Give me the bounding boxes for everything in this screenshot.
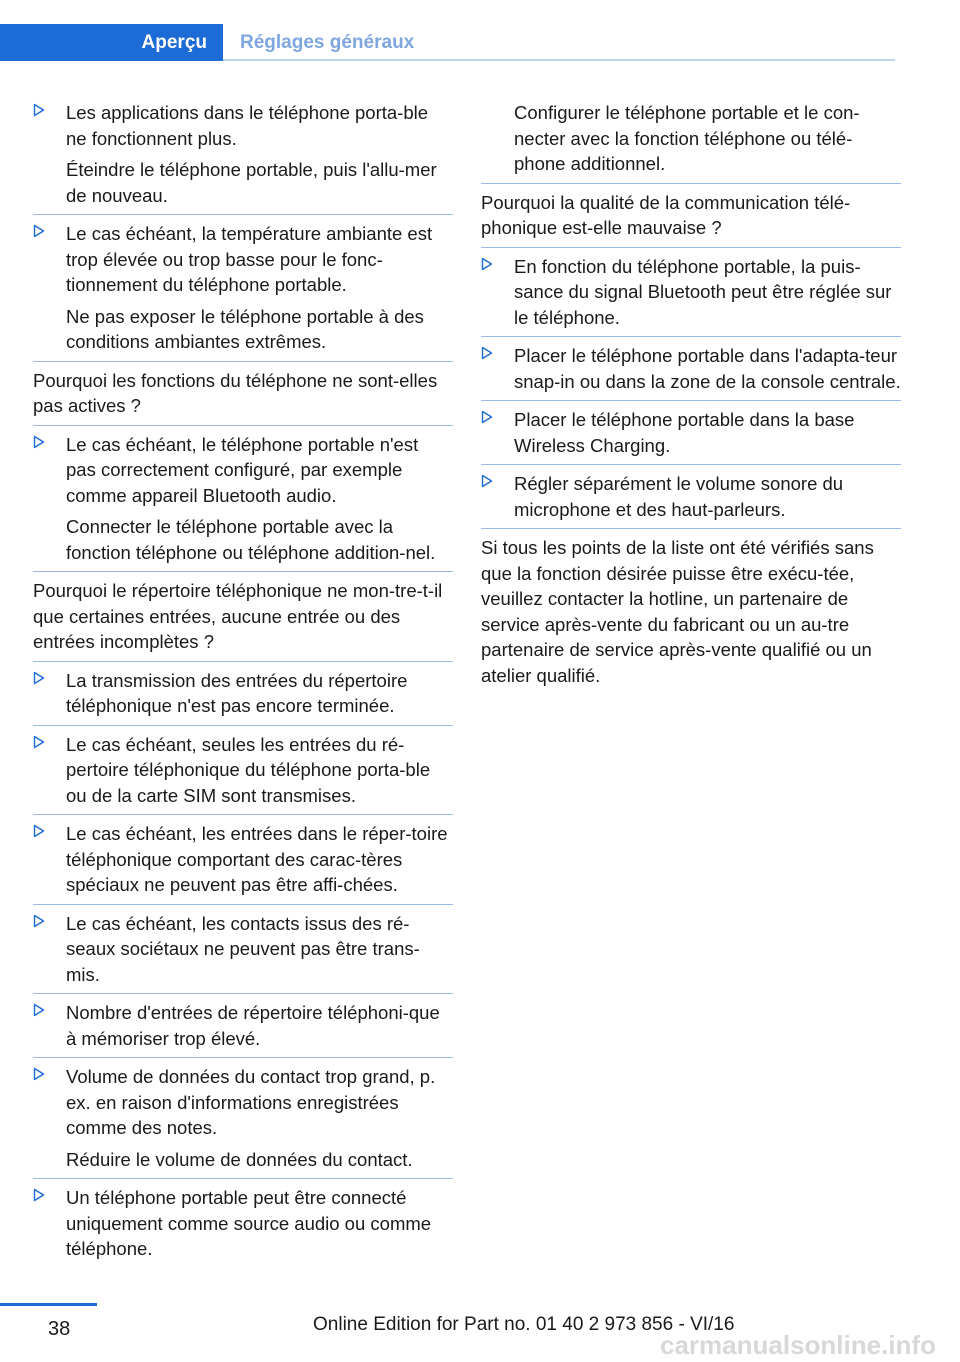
list-item-remedy: Connecter le téléphone portable avec la fonction téléphone ou téléphone addition-nel. bbox=[66, 516, 436, 563]
list-item-remedy: Éteindre le téléphone portable, puis l'allu-mer de nouveau. bbox=[66, 159, 437, 206]
triangle-bullet-icon bbox=[33, 1067, 47, 1085]
footer-rule bbox=[0, 1303, 97, 1306]
list-item-text: Placer le téléphone portable dans la base Wireless Charging. bbox=[514, 409, 855, 456]
item-separator bbox=[33, 1057, 453, 1058]
list-item-text: La transmission des entrées du répertoire téléphonique n'est pas encore terminée. bbox=[66, 669, 408, 716]
triangle-bullet-icon bbox=[33, 1003, 47, 1021]
list-item bbox=[481, 471, 901, 522]
item-separator bbox=[481, 464, 901, 465]
watermark: carmanualsonline.info bbox=[660, 1330, 936, 1360]
question-paragraph: Pourquoi la qualité de la communication télé-phonique est-elle mauvaise ? bbox=[481, 191, 851, 238]
item-separator bbox=[33, 814, 453, 815]
page-number: 38 bbox=[48, 1318, 71, 1340]
question-paragraph: Pourquoi les fonctions du téléphone ne sont-elles pas actives ? bbox=[33, 369, 438, 416]
list-item bbox=[33, 668, 453, 719]
list-item-remedy: Ne pas exposer le téléphone portable à des conditions ambiantes extrêmes. bbox=[66, 305, 424, 352]
item-separator bbox=[33, 993, 453, 994]
list-item bbox=[481, 254, 901, 331]
list-item-text: Placer le téléphone portable dans l'adapta-teur snap-in ou dans la zone de la console centrale. bbox=[514, 345, 901, 392]
continued-instruction: Configurer le téléphone portable et le con-necter avec la fonction téléphone ou télé-phone additionnel. bbox=[514, 102, 860, 174]
triangle-bullet-icon bbox=[33, 735, 47, 753]
left-column bbox=[33, 100, 453, 1268]
list-item bbox=[33, 1064, 453, 1172]
item-separator bbox=[481, 528, 901, 529]
triangle-bullet-icon bbox=[481, 346, 495, 364]
list-item-text: Volume de données du contact trop grand, p. ex. en raison d'informations enregistrées comme des notes. bbox=[66, 1066, 436, 1138]
triangle-bullet-icon bbox=[33, 824, 47, 842]
list-item-text: Nombre d'entrées de répertoire téléphoni-que à mémoriser trop élevé. bbox=[66, 1002, 440, 1049]
item-separator bbox=[33, 214, 453, 215]
tab-apercu[interactable]: Aperçu bbox=[0, 24, 223, 61]
list-item-text: Le cas échéant, les entrées dans le réper-toire téléphonique comportant des carac-tères spéciaux ne peuvent pas être affi-chées. bbox=[66, 823, 448, 895]
list-item-text: Le cas échéant, le téléphone portable n'est pas correctement configuré, par exemple comme appareil Bluetooth audio. bbox=[66, 433, 419, 506]
list-item bbox=[33, 732, 453, 809]
list-item bbox=[33, 221, 453, 355]
item-separator bbox=[481, 247, 901, 248]
triangle-bullet-icon bbox=[481, 257, 495, 275]
header-rule bbox=[223, 59, 895, 61]
list-item-text: En fonction du téléphone portable, la puis-sance du signal Bluetooth peut être réglée sur le téléphone. bbox=[514, 255, 892, 328]
list-item-text: Un téléphone portable peut être connecté uniquement comme source audio ou comme téléphone. bbox=[66, 1187, 432, 1259]
item-separator bbox=[33, 904, 453, 905]
edition-note: Online Edition for Part no. 01 40 2 973 856 - VI/16 bbox=[313, 1314, 735, 1335]
triangle-bullet-icon bbox=[481, 410, 495, 428]
triangle-bullet-icon bbox=[33, 914, 47, 932]
list-item bbox=[33, 1185, 453, 1262]
list-item-text: Le cas échéant, les contacts issus des ré-seaux sociétaux ne peuvent pas être trans-mis. bbox=[66, 912, 420, 985]
triangle-bullet-icon bbox=[33, 103, 47, 121]
triangle-bullet-icon bbox=[33, 671, 47, 689]
triangle-bullet-icon bbox=[481, 474, 495, 492]
list-item bbox=[33, 432, 453, 566]
item-separator bbox=[33, 661, 453, 662]
list-item-text: Le cas échéant, seules les entrées du ré-pertoire téléphonique du téléphone porta-ble ou de la carte SIM sont transmises. bbox=[66, 733, 431, 806]
list-item bbox=[33, 821, 453, 898]
item-separator bbox=[481, 336, 901, 337]
question-paragraph: Si tous les points de la liste ont été vérifiés sans que la fonction désirée puisse être exécu-tée, veuillez contacter la hotline, un partenaire de service après-vente du fabricant ou un au-tre partenaire de service après-vente qualifié ou un atelier qualifié. bbox=[481, 537, 874, 686]
item-separator bbox=[481, 400, 901, 401]
right-column bbox=[481, 100, 901, 694]
list-item-remedy: Réduire le volume de données du contact. bbox=[66, 1148, 413, 1170]
list-item bbox=[33, 100, 453, 208]
item-separator bbox=[33, 361, 453, 362]
list-item-text: Le cas échéant, la température ambiante est trop élevée ou trop basse pour le fonc-tionnement du téléphone portable. bbox=[66, 223, 433, 295]
triangle-bullet-icon bbox=[33, 1188, 47, 1206]
list-item-text: Régler séparément le volume sonore du microphone et des haut-parleurs. bbox=[514, 473, 844, 520]
list-item bbox=[33, 1000, 453, 1051]
list-item bbox=[33, 911, 453, 988]
item-separator bbox=[33, 425, 453, 426]
triangle-bullet-icon bbox=[33, 435, 47, 453]
question-paragraph: Pourquoi le répertoire téléphonique ne mon-tre-t-il que certaines entrées, aucune entrée ou des entrées incomplètes ? bbox=[33, 580, 443, 652]
header-bar bbox=[0, 0, 960, 62]
item-separator bbox=[33, 571, 453, 572]
list-item bbox=[481, 343, 901, 394]
item-separator bbox=[33, 725, 453, 726]
item-separator bbox=[481, 183, 901, 184]
triangle-bullet-icon bbox=[33, 224, 47, 242]
item-separator bbox=[33, 1178, 453, 1179]
list-item bbox=[481, 407, 901, 458]
list-item-text: Les applications dans le téléphone porta-ble ne fonctionnent plus. bbox=[66, 102, 429, 149]
tab-reglages-generaux[interactable]: Réglages généraux bbox=[240, 32, 415, 53]
